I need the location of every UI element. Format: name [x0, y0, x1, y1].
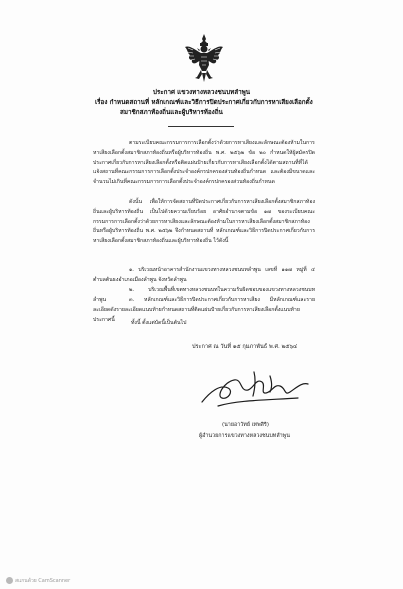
header-divider [168, 126, 234, 127]
announcement-subject: เรื่อง กำหนดสถานที่ หลักเกณฑ์และวิธีการปิดประกาศเกี่ยวกับการหาเสียงเลือกตั้ง [95, 99, 313, 106]
announcement-date: ประกาศ ณ วันที่ ๑๕ กุมภาพันธ์ พ.ศ. ๒๕๖๔ [192, 344, 298, 350]
camscanner-logo-icon [6, 577, 13, 584]
location-item-1-text: ๑. บริเวณหน้าอาคารสำนักงานแขวงทางหลวงชนบทลำพูน เลขที่ ๑๑๗ หมู่ที่ ๔ ตำบลต้นธงอำเภอเมืองลำพูน จังหวัดลำพูน [93, 267, 315, 283]
scanner-label: สแกนด้วย CamScanner [15, 578, 71, 584]
location-item-1 [93, 266, 315, 286]
signature-image [198, 362, 313, 414]
closing-statement: ทั้งนี้ ตั้งแต่บัดนี้เป็นต้นไป [131, 320, 187, 326]
announcement-heading: ประกาศ แขวงทางหลวงชนบทลำพูน [152, 89, 251, 96]
location-item-2-text: ๒. บริเวณพื้นที่เขตทางหลวงชนบทในความรับผิดชอบของแขวงทางหลวงชนบทลำพูน [93, 287, 315, 303]
body-paragraph-1 [93, 139, 315, 188]
body-paragraph-2-text: ดังนั้น เพื่อให้การจัดสถานที่ปิดประกาศเกี่ยวกับการหาเสียงเลือกตั้งสมาชิกสภาท้องถิ่นและผู้บริหารท้องถิ่น เป็นไปด้วยความเรียบร้อย อาศัยอำนาจตามข้อ ๑๗ ของระเบียบคณะกรรมการการเลือกตั้งว่าด้วยการหาเสียงและลักษณะต้องห้ามในการหาเสียงเลือกตั้งสมาชิกสภาท้องถิ่นหรือผู้บริหารท้องถิ่น พ.ศ. ๒๕๖๒ จึงกำหนดสถานที่ หลักเกณฑ์และวิธีการปิดประกาศเกี่ยวกับการหาเสียงเลือกตั้งสมาชิกสภาท้องถิ่นและผู้บริหารท้องถิ่น ไว้ดังนี้ [93, 199, 315, 245]
body-paragraph-2 [93, 198, 315, 247]
location-item-3 [93, 296, 315, 325]
garuda-emblem-icon [184, 33, 224, 83]
location-item-3-text: ๓. หลักเกณฑ์และวิธีการปิดประกาศเกี่ยวกับการหาเสียง มีหลักเกณฑ์และรายละเอียดดังรายละเอียดแนบท้ายกำหนดสถานที่ติดแผ่นป้ายเกี่ยวกับการหาเสียงเลือกตั้งแนบท้ายประกาศนี้ [93, 297, 315, 323]
signer-name: (นายอาวัทย์ เทพสิริ) [222, 422, 269, 428]
scanner-watermark [6, 577, 70, 585]
signer-title: ผู้อำนวยการแขวงทางหลวงชนบทลำพูน [199, 433, 290, 439]
body-paragraph-1-text: ตามระเบียบคณะกรรมการการเลือกตั้งว่าด้วยการหาเสียงและลักษณะต้องห้ามในการหาเสียงเลือกตั้งสมาชิกสภาท้องถิ่นหรือผู้บริหารท้องถิ่น พ.ศ. ๒๕๖๒ ข้อ ๒๐ กำหนดให้ผู้สมัครปิดประกาศเกี่ยวกับการหาเสียงเลือกตั้งหรือติดแผ่นป้ายเกี่ยวกับการหาเสียงเลือกตั้งได้ตามสถานที่ที่ได้แจ้งสถานที่คณะกรรมการการเลือกตั้งประจำองค์กรปกครองส่วนท้องถิ่นกำหนด และต้องมีขนาดและจำนวนไม่เกินที่คณะกรรมการการเลือกตั้งประจำองค์กรปกครองส่วนท้องถิ่นกำหนด [93, 140, 315, 186]
announcement-subject-continued: สมาชิกสภาท้องถิ่นและผู้บริหารท้องถิ่น [120, 109, 223, 116]
